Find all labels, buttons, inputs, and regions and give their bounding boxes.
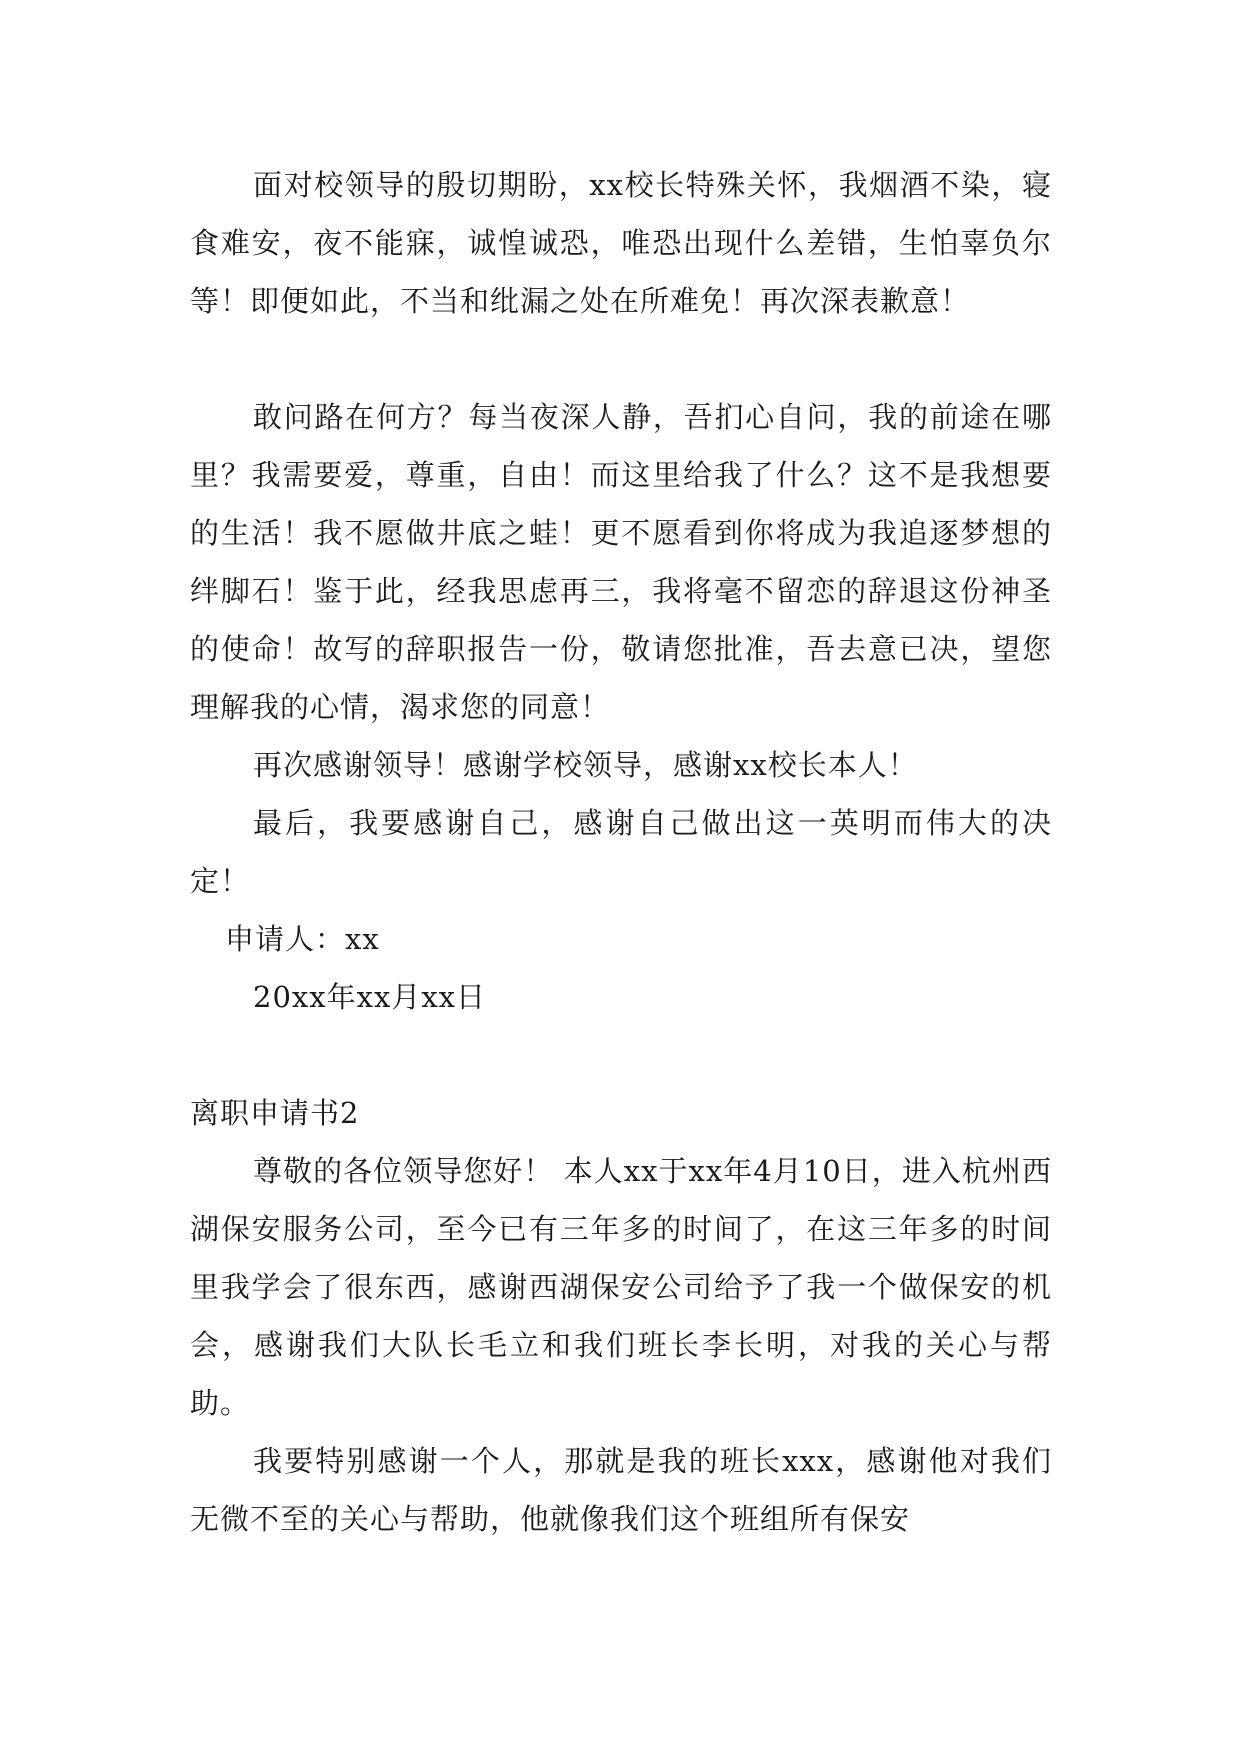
paragraph-special-thanks: 我要特别感谢一个人，那就是我的班长xxx，感谢他对我们无微不至的关心与帮助，他就像我们这个班组所有保安 [190,1444,1052,1536]
paragraph-resignation-reason: 敢问路在何方？每当夜深人静，吾扪心自问，我的前途在哪里？我需要爱，尊重，自由！而这里给我了什么？这不是我想要的生活！我不愿做井底之蛙！更不愿看到你将成为我追逐梦想的绊脚石！鉴于此，经我思虑再三，我将毫不留恋的辞退这份神圣的使命！故写的辞职报告一份，敬请您批准，吾去意已决，望您理解我的心情，渴求您的同意！ [190,400,1052,724]
paragraph-gratitude-apology: 面对校领导的殷切期盼，xx校长特殊关怀，我烟酒不染，寝食难安，夜不能寐，诚惶诚恐，唯恐出现什么差错，生怕辜负尔等！即便如此，不当和纰漏之处在所难免！再次深表歉意！ [190,168,1052,318]
paragraph-thanks-self: 最后，我要感谢自己，感谢自己做出这一英明而伟大的决定！ [190,806,1052,898]
section-heading: 离职申请书2 [190,1096,360,1130]
paragraph-thanks-leaders: 再次感谢领导！感谢学校领导，感谢xx校长本人！ [253,748,918,782]
paragraph-introduction: 尊敬的各位领导您好！ 本人xx于xx年4月10日，进入杭州西湖保安服务公司，至今已有三年多的时间了，在这三年多的时间里我学会了很东西，感谢西湖保安公司给予了我一个做保安的机会，感谢我们大队长毛立和我们班长李长明，对我的关心与帮助。 [190,1154,1052,1420]
signer-line: 申请人：xx [225,922,380,956]
date-line: 20xx年xx月xx日 [253,980,487,1014]
